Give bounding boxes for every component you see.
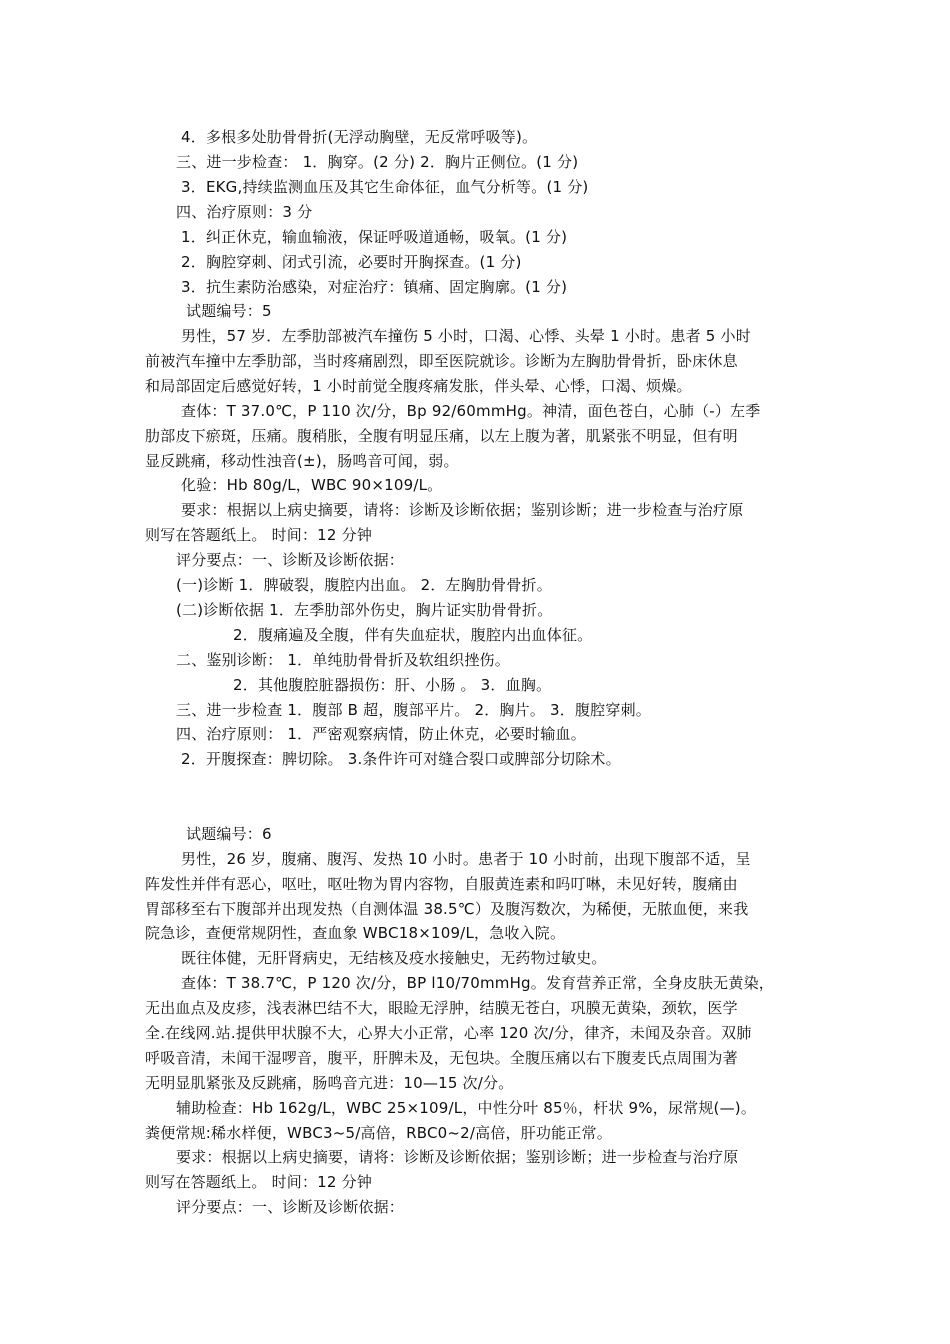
- text-line: 辅助检查：Hb 162g/L，WBC 25×109/L，中性分叶 85％，杆状 9%，尿常规(—)。: [176, 1099, 757, 1117]
- text-line: 2．其他腹腔脏器损伤：肝、小肠 。 3．血胸。: [233, 676, 552, 694]
- text-line: 3．抗生素防治感染，对症治疗：镇痛、固定胸廓。(1 分): [181, 278, 568, 296]
- text-line: (一)诊断 1．脾破裂，腹腔内出血。 2．左胸肋骨骨折。: [176, 576, 552, 594]
- text-line: 2．胸腔穿刺、闭式引流，必要时开胸探查。(1 分): [181, 253, 522, 271]
- text-line: 阵发性并伴有恶心，呕吐，呕吐物为胃内容物，自服黄连素和吗叮啉，未见好转，腹痛由: [145, 875, 738, 893]
- text-line: 男性，26 岁，腹痛、腹泻、发热 10 小时。患者于 10 小时前，出现下腹部不适，呈: [181, 850, 751, 868]
- text-line: 院急诊，查便常规阴性，查血象 WBC18×109/L，急收入院。: [145, 924, 566, 942]
- text-line: 3．EKG,持续监测血压及其它生命体征，血气分析等。(1 分): [181, 178, 589, 196]
- text-line: 四、治疗原则：3 分: [176, 203, 313, 221]
- text-line: 2．腹痛遍及全腹，伴有失血症状，腹腔内出血体征。: [233, 626, 593, 644]
- text-line: 粪便常规:稀水样便，WBC3~5/高倍，RBC0~2/高倍，肝功能正常。: [145, 1124, 612, 1142]
- text-line: 4．多根多处肋骨骨折(无浮动胸壁，无反常呼吸等)。: [181, 128, 538, 146]
- text-line: 男性，57 岁．左季肋部被汽车撞伤 5 小时，口渴、心悸、头晕 1 小时。患者 5 小时: [181, 327, 751, 345]
- text-line: 评分要点：一、诊断及诊断依据：: [176, 551, 405, 569]
- text-line: (二)诊断依据 1．左季肋部外伤史，胸片证实肋骨骨折。: [176, 601, 553, 619]
- text-line: 呼吸音清，未闻干湿啰音，腹平，肝脾未及，无包块。全腹压痛以右下腹麦氏点周围为著: [145, 1049, 738, 1067]
- text-line: 显反跳痛，移动性浊音(±)，肠鸣音可闻，弱。: [145, 452, 459, 470]
- text-line: 二、鉴别诊断： 1．单纯肋骨骨折及软组织挫伤。: [176, 651, 510, 669]
- text-line: 查体：T 38.7℃，P 120 次/分，BP l10/70mmHg。发育营养正常，全身皮肤无黄染，: [181, 974, 774, 992]
- text-line: 前被汽车撞中左季肋部，当时疼痛剧烈，即至医院就诊。诊断为左胸肋骨骨折，卧床休息: [145, 352, 738, 370]
- text-line: 评分要点：一、诊断及诊断依据：: [176, 1198, 405, 1216]
- text-line: 全.在线网.站.提供甲状腺不大，心界大小正常，心率 120 次/分，律齐，未闻及杂音。双肺: [145, 1024, 752, 1042]
- text-line: 则写在答题纸上。 时间：12 分钟: [145, 1173, 373, 1191]
- text-line: 胃部移至右下腹部并出现发热（自测体温 38.5℃）及腹泻数次，为稀便，无脓血便，来我: [145, 900, 749, 918]
- text-line: 化验：Hb 80g/L，WBC 90×109/L。: [181, 476, 443, 494]
- text-line: 既往体健，无肝肾病史，无结核及疫水接触史，无药物过敏史。: [181, 949, 607, 967]
- text-line: 肋部皮下瘀斑，压痛。腹稍胀，全腹有明显压痛，以左上腹为著，肌紧张不明显，但有明: [145, 427, 738, 445]
- text-line: 查体：T 37.0℃，P 110 次/分，Bp 92/60mmHg。神清，面色苍白，心肺（-）左季: [181, 402, 761, 420]
- text-line: 2．开腹探查：脾切除。 3.条件许可对缝合裂口或脾部分切除术。: [181, 750, 621, 768]
- question-number: 试题编号：6: [186, 825, 272, 843]
- text-line: 要求：根据以上病史摘要，请将：诊断及诊断依据；鉴别诊断；进一步检查与治疗原: [181, 501, 744, 519]
- text-line: 无出血点及皮疹，浅表淋巴结不大，眼睑无浮肿，结膜无苍白，巩膜无黄染，颈软，医学: [145, 999, 738, 1017]
- text-line: 无明显肌紧张及反跳痛，肠鸣音亢进：10—15 次/分。: [145, 1074, 514, 1092]
- text-line: 四、治疗原则： 1．严密观察病情，防止休克，必要时输血。: [176, 725, 586, 743]
- text-line: 则写在答题纸上。 时间：12 分钟: [145, 526, 373, 544]
- text-line: 三、进一步检查： 1．胸穿。(2 分) 2．胸片正侧位。(1 分): [176, 153, 579, 171]
- text-line: 要求：根据以上病史摘要，请将：诊断及诊断依据；鉴别诊断；进一步检查与治疗原: [176, 1148, 739, 1166]
- text-line: 和局部固定后感觉好转，1 小时前觉全腹疼痛发胀，伴头晕、心悸，口渴、烦燥。: [145, 377, 692, 395]
- text-line: 三、进一步检查 1．腹部 B 超，腹部平片。 2．胸片。 3．腹腔穿刺。: [176, 701, 651, 719]
- text-line: 1．纠正休克，输血输液，保证呼吸道通畅，吸氧。(1 分): [181, 228, 568, 246]
- question-number: 试题编号：5: [186, 302, 272, 320]
